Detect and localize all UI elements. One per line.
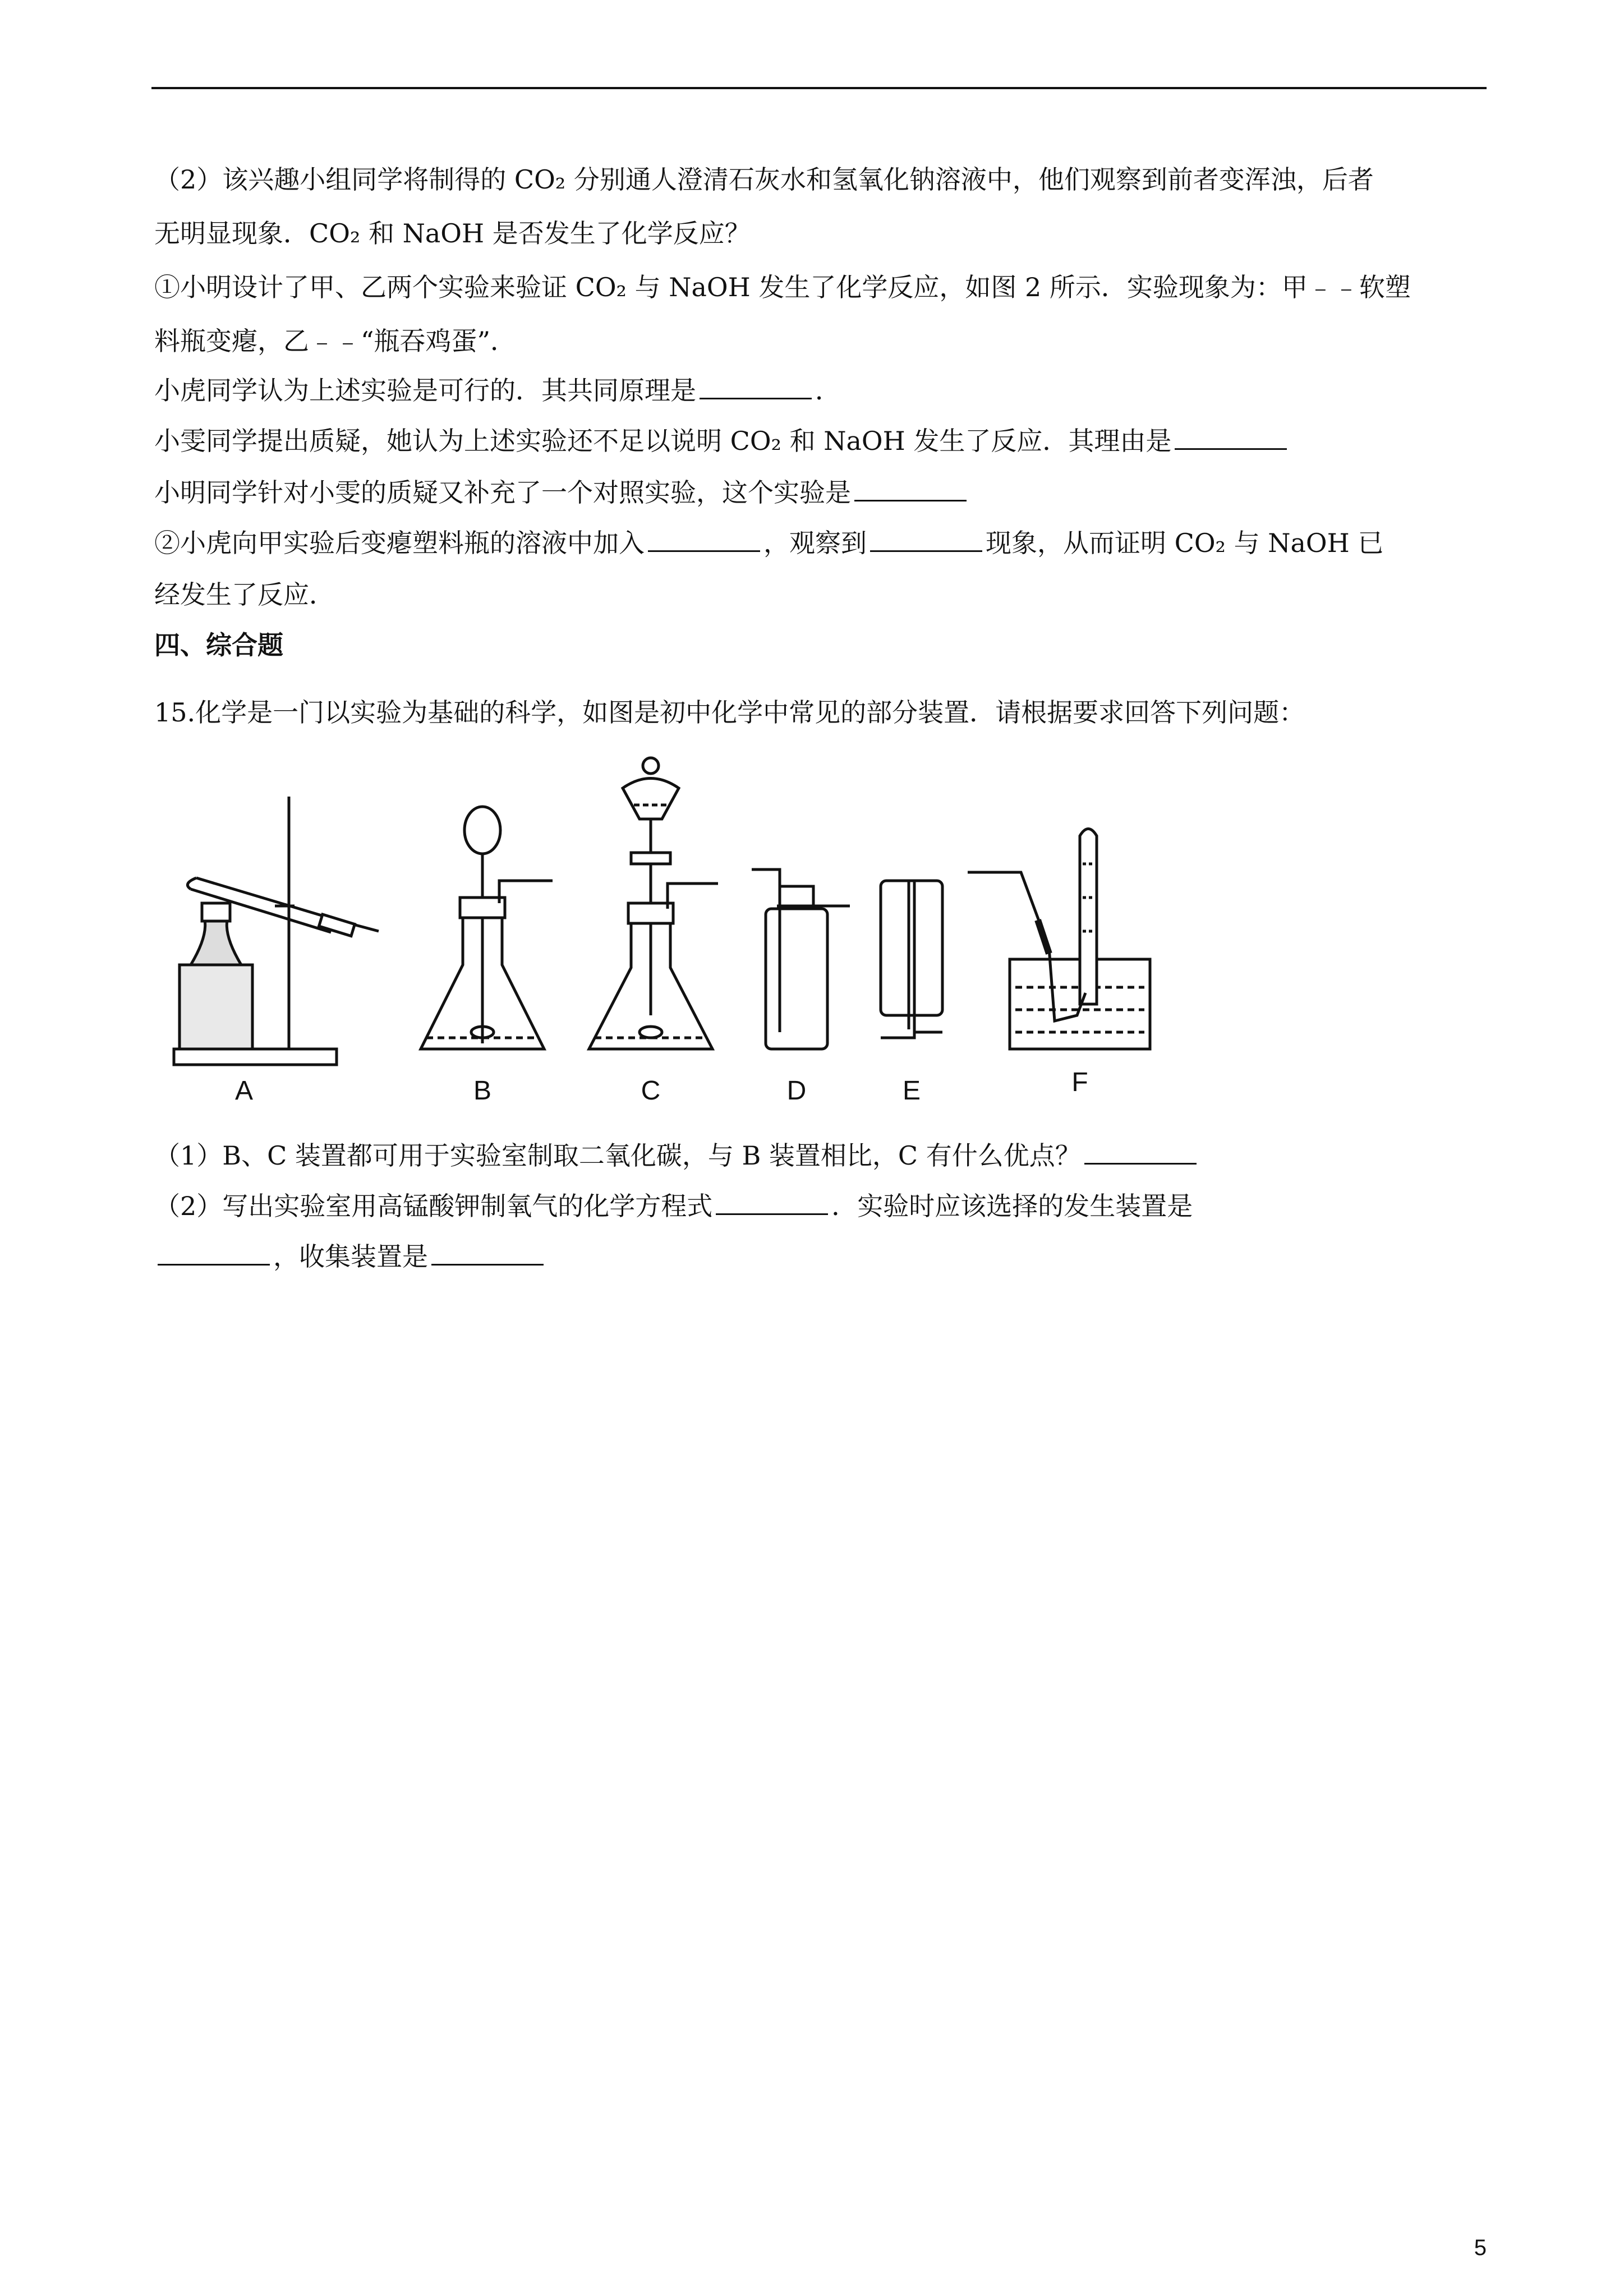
q15-sub1-text: （1）B、C 装置都可用于实验室制取二氧化碳，与 B 装置相比，C 有什么优点？ [154,1140,1081,1171]
apparatus-f [968,829,1150,1050]
apparatus-b [421,807,553,1049]
q15-sub1 [154,1139,1200,1172]
q2-line8c: 现象，从而证明 CO₂ 与 NaOH 已 [986,528,1384,558]
apparatus-e [881,881,942,1038]
q2-line1: （2）该兴趣小组同学将制得的 CO₂ 分别通人澄清石灰水和氢氧化钠溶液中，他们观察到前者变浑浊，后者 [154,164,1374,195]
label-c: C [641,1076,661,1106]
lab-apparatus-figure [157,752,1156,1111]
answer-blank[interactable] [1175,426,1287,450]
q15-sub2b: ．实验时应该选择的发生装置是 [831,1191,1193,1221]
q2-line3: ①小明设计了甲、乙两个实验来验证 CO₂ 与 NaOH 发生了化学反应，如图 2 所示．实验现象为：甲﹣﹣软塑 [154,272,1411,302]
q2-line5 [154,374,841,407]
answer-blank[interactable] [700,375,812,399]
q15-sub2 [154,1189,1193,1223]
q2-line6-text: 小雯同学提出质疑，她认为上述实验还不足以说明 CO₂ 和 NaOH 发生了反应．其理由是 [154,426,1172,456]
q2-line8a: ②小虎向甲实验后变瘪塑料瓶的溶液中加入 [154,528,645,558]
q15-sub2c: ，收集装置是 [273,1241,428,1272]
q2-line7 [154,476,970,509]
answer-blank[interactable] [158,1241,270,1266]
q2-line7-text: 小明同学针对小雯的质疑又补充了一个对照实验，这个实验是 [154,477,851,508]
answer-blank[interactable] [870,528,982,552]
answer-blank[interactable] [648,528,760,552]
apparatus-a [174,797,379,1065]
answer-blank[interactable] [716,1191,828,1215]
page-number: 5 [1474,2235,1487,2260]
answer-blank[interactable] [1084,1140,1197,1165]
apparatus-d [752,869,850,1049]
label-d: D [786,1076,807,1106]
label-a: A [234,1076,254,1106]
label-f: F [1071,1068,1088,1097]
apparatus-c [589,758,718,1049]
answer-blank[interactable] [854,477,967,501]
section-title: 四、综合题 [154,630,283,660]
q2-line4: 料瓶变瘪，乙﹣﹣“瓶吞鸡蛋”． [154,326,517,356]
q15-sub2a: （2）写出实验室用高锰酸钾制氧气的化学方程式 [154,1191,713,1221]
label-e: E [902,1076,921,1106]
q2-line6 [154,424,1290,458]
q2-line8 [154,526,1383,560]
header-rule [151,87,1487,89]
q15-sub2-cont [154,1240,547,1273]
q15-stem: 15.化学是一门以实验为基础的科学，如图是初中化学中常见的部分装置．请根据要求回答下列问题： [154,697,1305,728]
answer-blank[interactable] [431,1241,544,1266]
q2-line5-text: 小虎同学认为上述实验是可行的．其共同原理是 [154,375,696,406]
q2-line9: 经发生了反应． [154,579,335,610]
label-b: B [473,1076,492,1106]
q2-line2: 无明显现象．CO₂ 和 NaOH 是否发生了化学反应？ [154,218,751,249]
q2-line5-end: ． [815,375,841,406]
q2-line8b: ，观察到 [763,528,867,558]
